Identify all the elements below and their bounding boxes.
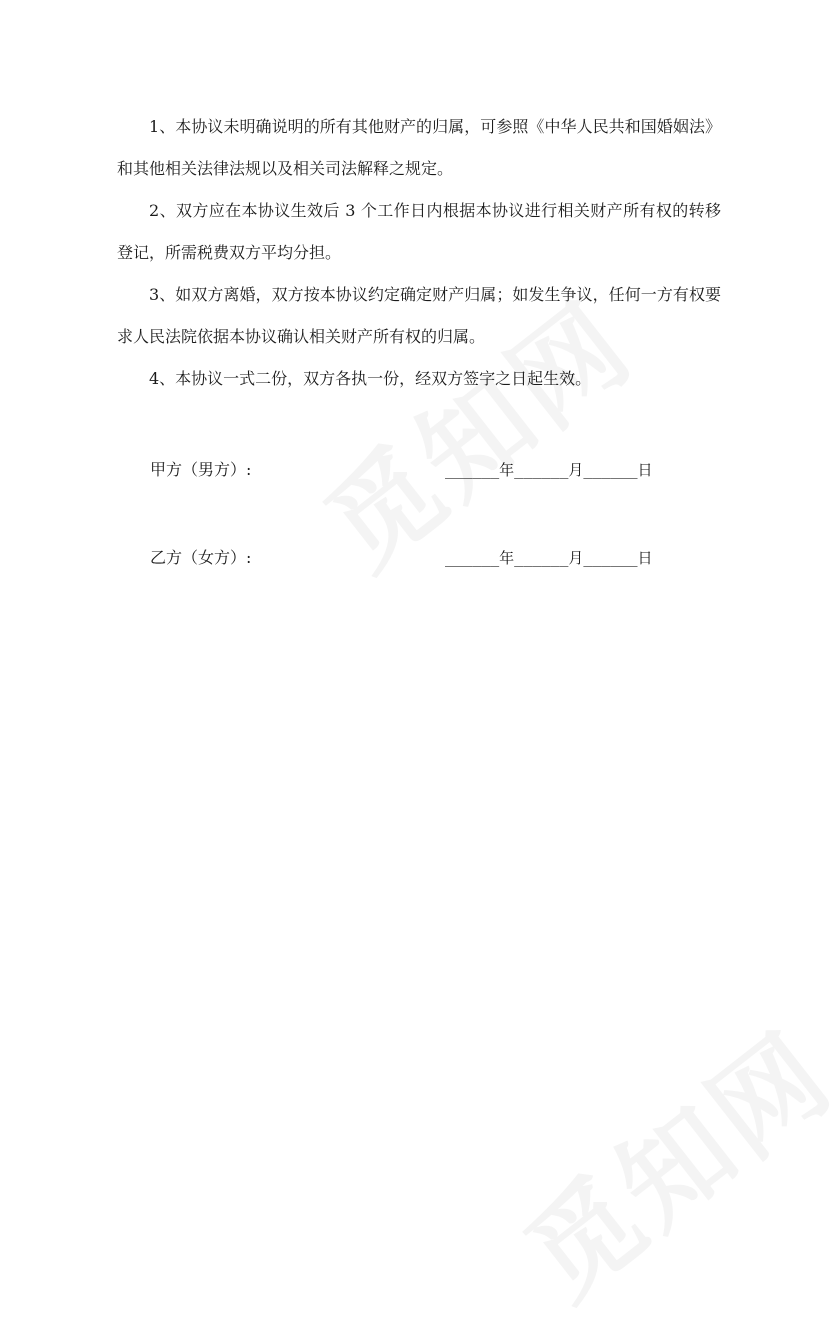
party-b-date-line: ______年______月______日 bbox=[445, 549, 653, 567]
party-a-label: 甲方（男方）: bbox=[150, 460, 252, 479]
clause-4: 4、本协议一式二份，双方各执一份，经双方签字之日起生效。 bbox=[149, 369, 592, 388]
party-b-label: 乙方（女方）: bbox=[150, 548, 252, 567]
clause-2: 2、双方应在本协议生效后 3 个工作日内根据本协议进行相关财产所有权的转移登记，所需税费双方平均分担。 bbox=[117, 201, 721, 262]
party-a-date-line: ______年______月______日 bbox=[445, 461, 653, 479]
watermark bbox=[488, 990, 830, 1328]
signature-row-party-a bbox=[150, 455, 670, 485]
signature-row-party-b bbox=[150, 543, 670, 573]
clause-3: 3、如双方离婚，双方按本协议约定确定财产归属；如发生争议，任何一方有权要求人民法院依据本协议确认相关财产所有权的归属。 bbox=[117, 285, 721, 346]
agreement-clauses bbox=[117, 106, 721, 400]
clause-1: 1、本协议未明确说明的所有其他财产的归属，可参照《中华人民共和国婚姻法》和其他相关法律法规以及相关司法解释之规定。 bbox=[117, 117, 721, 178]
